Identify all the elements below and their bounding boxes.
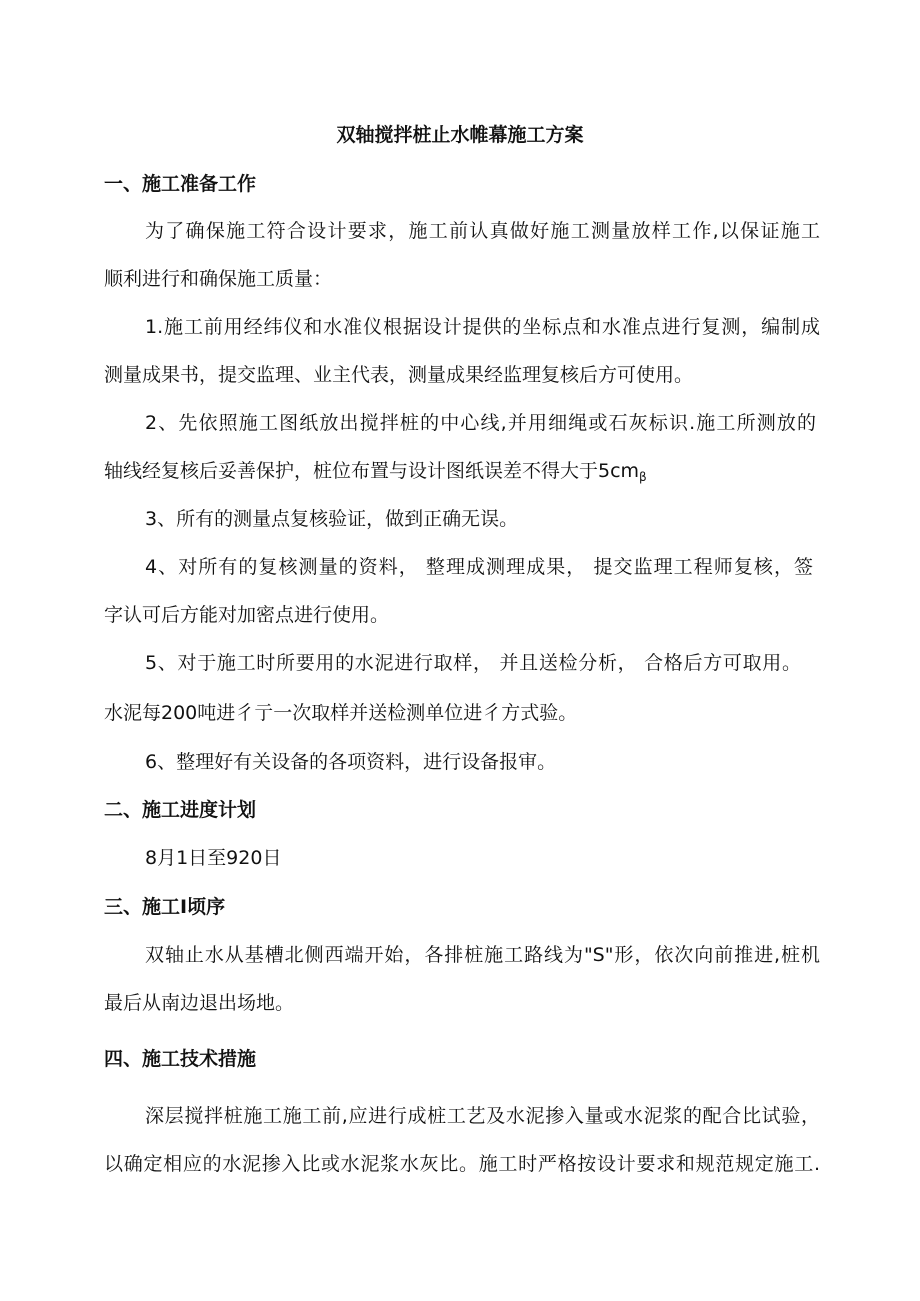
paragraph-line: 8月1日至920日 <box>145 847 282 869</box>
section-heading: 一、施工准备工作 <box>104 173 257 195</box>
paragraph-line: 以确定相应的水泥掺入比或水泥浆水灰比。施工时严格按设计要求和规范规定施工. <box>104 1153 820 1175</box>
paragraph-line: 水泥每200吨进彳亍一次取样并送检测单位进彳方式验。 <box>104 702 578 724</box>
section-heading: 四、施工技术措施 <box>104 1048 257 1070</box>
paragraph-line-with-suffix <box>104 458 647 490</box>
paragraph-line: 为了确保施工符合设计要求，施工前认真做好施工测量放样工作,以保证施工 <box>145 220 820 242</box>
paragraph-line: 4、对所有的复核测量的资料， 整理成测理成果， 提交监理工程师复核，签 <box>145 556 813 578</box>
paragraph-line-text: 轴线经复核后妥善保护，桩位布置与设计图纸误差不得大于5cm <box>104 460 640 482</box>
paragraph-line: 6、整理好有关设备的各项资料，进行设备报审。 <box>145 751 557 773</box>
paragraph-line: 测量成果书，提交监理、业主代表，测量成果经监理复核后方可使用。 <box>104 364 694 386</box>
paragraph-line: 3、所有的测量点复核验证，做到正确无误。 <box>145 508 519 530</box>
paragraph-line: 5、对于施工时所要用的水泥进行取样， 并且送检分析， 合格后方可取用。 <box>145 652 801 674</box>
section-heading: 三、施工I顷序 <box>104 896 226 918</box>
paragraph-line: 双轴止水从基槽北侧西端开始，各排桩施工路线为"S"形，依次向前推进,桩机 <box>145 944 820 966</box>
paragraph-line: 顺利进行和确保施工质量： <box>104 268 333 290</box>
document-title: 双轴搅拌桩止水帷幕施工方案 <box>336 124 584 146</box>
paragraph-line: 最后从南边退出场地。 <box>104 992 295 1014</box>
paragraph-line: 2、先依照施工图纸放出搅拌桩的中心线,并用细绳或石灰标识.施工所测放的 <box>145 412 816 434</box>
stray-subscript-mark: β <box>639 470 647 484</box>
section-heading: 二、施工进度计划 <box>104 799 257 821</box>
paragraph-line: 字认可后方能对加密点进行使用。 <box>104 604 390 626</box>
paragraph-line: 深层搅拌桩施工施工前,应进行成桩工艺及水泥掺入量或水泥浆的配合比试验， <box>145 1105 820 1127</box>
paragraph-line: 1.施工前用经纬仪和水准仪根据设计提供的坐标点和水准点进行复测，编制成 <box>145 316 820 338</box>
